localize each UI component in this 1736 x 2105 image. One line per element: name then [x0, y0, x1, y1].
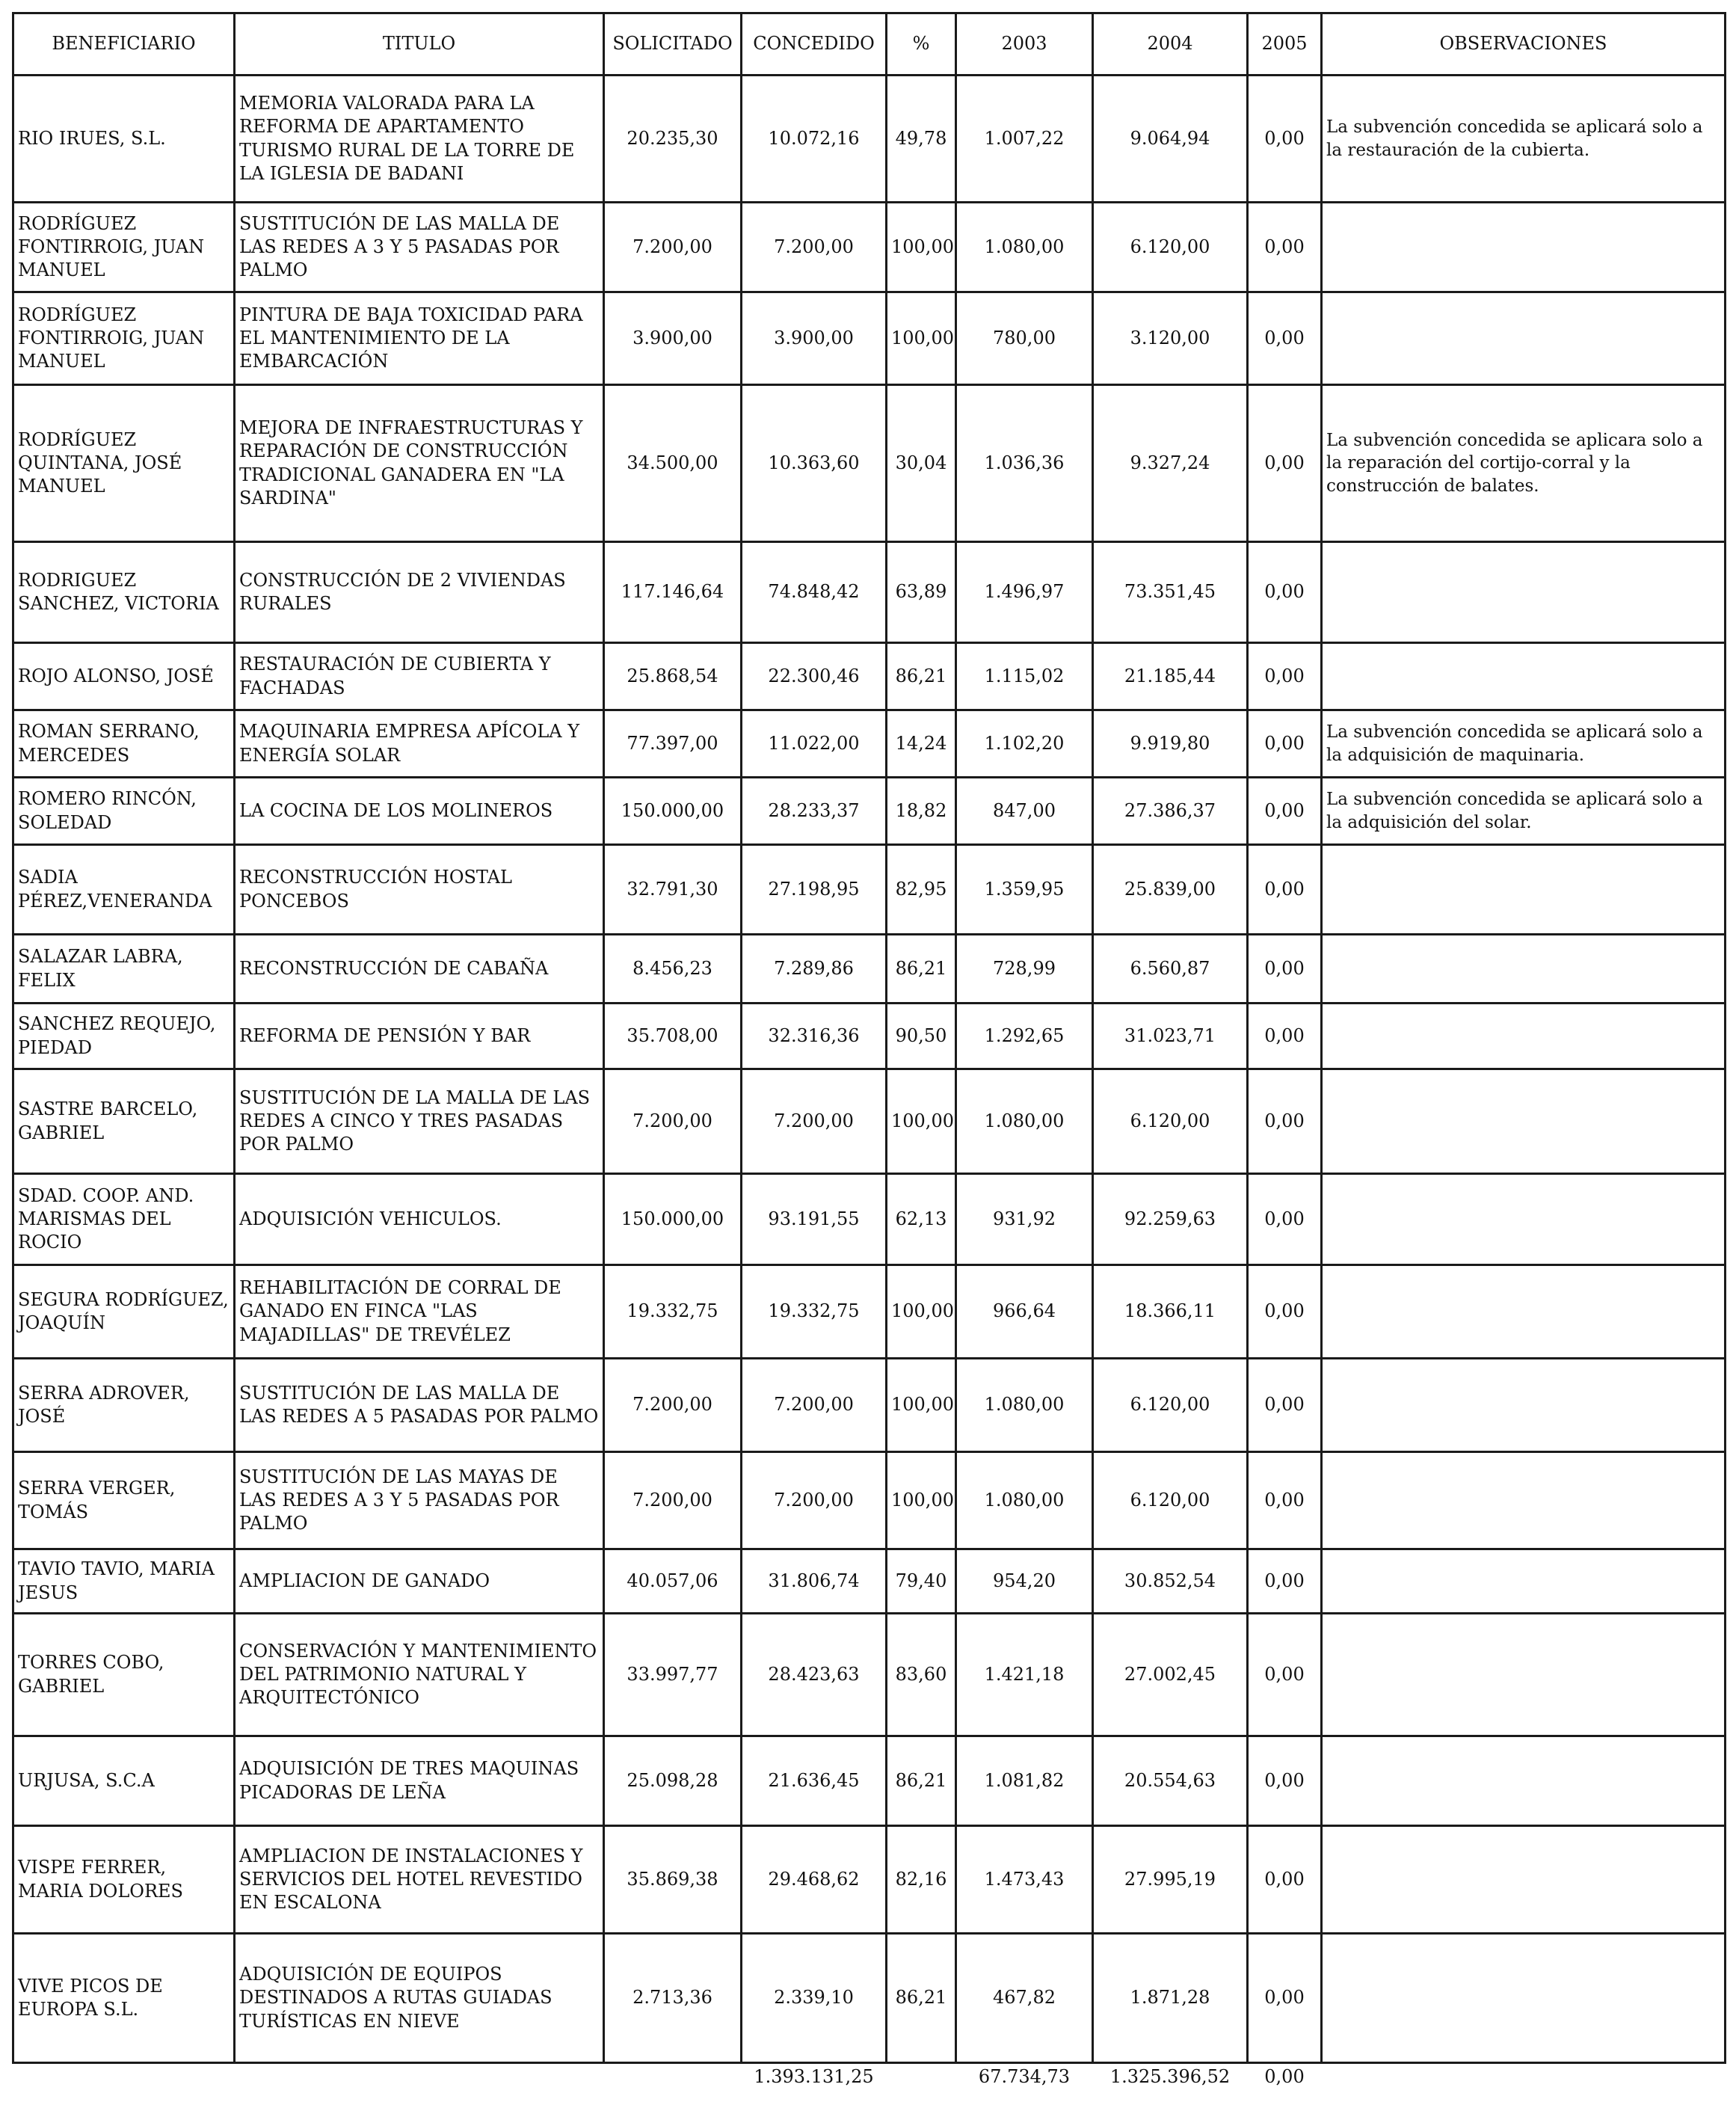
- cell-2005: 0,00: [1248, 1934, 1322, 2063]
- table-row: [13, 643, 1726, 710]
- cell-2003: 1.007,22: [956, 76, 1093, 203]
- cell-2005: 0,00: [1248, 1549, 1322, 1614]
- cell-2005: 0,00: [1248, 76, 1322, 203]
- cell-2003: 1.080,00: [956, 1359, 1093, 1452]
- table-row: [13, 292, 1726, 385]
- table-row: [13, 1549, 1726, 1614]
- cell-2005: 0,00: [1248, 1359, 1322, 1452]
- cell-2004: 3.120,00: [1093, 292, 1248, 385]
- cell-concedido: 10.363,60: [742, 385, 887, 542]
- cell-observaciones: [1322, 1004, 1726, 1069]
- cell-observaciones: [1322, 1549, 1726, 1614]
- cell-2004: 25.839,00: [1093, 845, 1248, 935]
- cell-2003: 1.081,82: [956, 1736, 1093, 1826]
- cell-solicitado: 33.997,77: [604, 1614, 742, 1736]
- cell-beneficiario: ROMERO RINCÓN, SOLEDAD: [13, 778, 235, 845]
- cell-2005: 0,00: [1248, 1452, 1322, 1549]
- cell-beneficiario: RIO IRUES, S.L.: [13, 76, 235, 203]
- cell-concedido: 11.022,00: [742, 710, 887, 778]
- cell-observaciones: [1322, 1736, 1726, 1826]
- cell-2004: 6.120,00: [1093, 1359, 1248, 1452]
- cell-2003: 1.359,95: [956, 845, 1093, 935]
- cell-2005: 0,00: [1248, 778, 1322, 845]
- table-row: [13, 203, 1726, 292]
- cell-2004: 1.871,28: [1093, 1934, 1248, 2063]
- total-2003: 67.734,73: [956, 2063, 1093, 2105]
- table-row: [13, 710, 1726, 778]
- header-2003: 2003: [956, 13, 1093, 76]
- table-row: [13, 1826, 1726, 1934]
- cell-2004: 30.852,54: [1093, 1549, 1248, 1614]
- cell-2005: 0,00: [1248, 1826, 1322, 1934]
- table-row: [13, 1736, 1726, 1826]
- table-row: [13, 1004, 1726, 1069]
- cell-beneficiario: SANCHEZ REQUEJO, PIEDAD: [13, 1004, 235, 1069]
- cell-2003: 966,64: [956, 1265, 1093, 1359]
- cell-pct: 49,78: [887, 76, 956, 203]
- cell-beneficiario: TORRES COBO, GABRIEL: [13, 1614, 235, 1736]
- cell-2005: 0,00: [1248, 935, 1322, 1004]
- cell-titulo: CONSERVACIÓN Y MANTENIMIENTO DEL PATRIMONIO NATURAL Y ARQUITECTÓNICO: [235, 1614, 604, 1736]
- table-row: [13, 542, 1726, 643]
- total-2004: 1.325.396,52: [1093, 2063, 1248, 2105]
- cell-concedido: 27.198,95: [742, 845, 887, 935]
- cell-concedido: 32.316,36: [742, 1004, 887, 1069]
- cell-solicitado: 35.708,00: [604, 1004, 742, 1069]
- cell-beneficiario: SERRA VERGER, TOMÁS: [13, 1452, 235, 1549]
- cell-solicitado: 25.098,28: [604, 1736, 742, 1826]
- cell-concedido: 22.300,46: [742, 643, 887, 710]
- cell-titulo: ADQUISICIÓN VEHICULOS.: [235, 1174, 604, 1265]
- table-row: [13, 1265, 1726, 1359]
- table-row: [13, 845, 1726, 935]
- cell-concedido: 7.200,00: [742, 1452, 887, 1549]
- cell-pct: 100,00: [887, 1265, 956, 1359]
- header-beneficiario: BENEFICIARIO: [13, 13, 235, 76]
- total-concedido: 1.393.131,25: [742, 2063, 887, 2105]
- cell-2003: 1.080,00: [956, 1069, 1093, 1174]
- cell-beneficiario: SERRA ADROVER, JOSÉ: [13, 1359, 235, 1452]
- cell-concedido: 74.848,42: [742, 542, 887, 643]
- cell-beneficiario: TAVIO TAVIO, MARIA JESUS: [13, 1549, 235, 1614]
- cell-beneficiario: RODRÍGUEZ FONTIRROIG, JUAN MANUEL: [13, 292, 235, 385]
- cell-2003: 931,92: [956, 1174, 1093, 1265]
- cell-titulo: LA COCINA DE LOS MOLINEROS: [235, 778, 604, 845]
- cell-2005: 0,00: [1248, 710, 1322, 778]
- cell-2004: 27.995,19: [1093, 1826, 1248, 1934]
- cell-2004: 73.351,45: [1093, 542, 1248, 643]
- cell-observaciones: [1322, 542, 1726, 643]
- cell-titulo: CONSTRUCCIÓN DE 2 VIVIENDAS RURALES: [235, 542, 604, 643]
- cell-2003: 728,99: [956, 935, 1093, 1004]
- cell-concedido: 31.806,74: [742, 1549, 887, 1614]
- cell-concedido: 3.900,00: [742, 292, 887, 385]
- cell-titulo: RECONSTRUCCIÓN DE CABAÑA: [235, 935, 604, 1004]
- totals-empty-cell: [13, 2063, 235, 2105]
- cell-2005: 0,00: [1248, 1004, 1322, 1069]
- cell-titulo: SUSTITUCIÓN DE LA MALLA DE LAS REDES A CINCO Y TRES PASADAS POR PALMO: [235, 1069, 604, 1174]
- header-titulo: TITULO: [235, 13, 604, 76]
- cell-titulo: MAQUINARIA EMPRESA APÍCOLA Y ENERGÍA SOLAR: [235, 710, 604, 778]
- cell-2003: 954,20: [956, 1549, 1093, 1614]
- cell-solicitado: 34.500,00: [604, 385, 742, 542]
- cell-pct: 62,13: [887, 1174, 956, 1265]
- cell-beneficiario: SALAZAR LABRA, FELIX: [13, 935, 235, 1004]
- cell-concedido: 21.636,45: [742, 1736, 887, 1826]
- cell-2003: 1.080,00: [956, 1452, 1093, 1549]
- cell-titulo: SUSTITUCIÓN DE LAS MALLA DE LAS REDES A 3 Y 5 PASADAS POR PALMO: [235, 203, 604, 292]
- cell-titulo: RESTAURACIÓN DE CUBIERTA Y FACHADAS: [235, 643, 604, 710]
- cell-beneficiario: ROJO ALONSO, JOSÉ: [13, 643, 235, 710]
- cell-concedido: 10.072,16: [742, 76, 887, 203]
- cell-observaciones: [1322, 203, 1726, 292]
- cell-concedido: 28.423,63: [742, 1614, 887, 1736]
- cell-titulo: RECONSTRUCCIÓN HOSTAL PONCEBOS: [235, 845, 604, 935]
- cell-beneficiario: VIVE PICOS DE EUROPA S.L.: [13, 1934, 235, 2063]
- cell-2004: 21.185,44: [1093, 643, 1248, 710]
- cell-pct: 86,21: [887, 643, 956, 710]
- header-row: [13, 13, 1726, 76]
- cell-2005: 0,00: [1248, 643, 1322, 710]
- cell-solicitado: 25.868,54: [604, 643, 742, 710]
- cell-2005: 0,00: [1248, 1614, 1322, 1736]
- cell-2003: 1.115,02: [956, 643, 1093, 710]
- cell-titulo: ADQUISICIÓN DE TRES MAQUINAS PICADORAS DE LEÑA: [235, 1736, 604, 1826]
- table-row: [13, 1614, 1726, 1736]
- cell-pct: 100,00: [887, 292, 956, 385]
- cell-observaciones: [1322, 643, 1726, 710]
- cell-2005: 0,00: [1248, 203, 1322, 292]
- table-row: [13, 1452, 1726, 1549]
- cell-solicitado: 40.057,06: [604, 1549, 742, 1614]
- cell-2005: 0,00: [1248, 1265, 1322, 1359]
- header-2004: 2004: [1093, 13, 1248, 76]
- cell-titulo: AMPLIACION DE GANADO: [235, 1549, 604, 1614]
- cell-observaciones: [1322, 1826, 1726, 1934]
- cell-2004: 9.919,80: [1093, 710, 1248, 778]
- cell-concedido: 2.339,10: [742, 1934, 887, 2063]
- cell-2003: 780,00: [956, 292, 1093, 385]
- cell-observaciones: [1322, 1174, 1726, 1265]
- cell-2005: 0,00: [1248, 542, 1322, 643]
- cell-2004: 9.327,24: [1093, 385, 1248, 542]
- cell-beneficiario: RODRIGUEZ SANCHEZ, VICTORIA: [13, 542, 235, 643]
- totals-empty-cell: [604, 2063, 742, 2105]
- cell-pct: 82,16: [887, 1826, 956, 1934]
- cell-pct: 82,95: [887, 845, 956, 935]
- cell-2003: 1.421,18: [956, 1614, 1093, 1736]
- cell-titulo: REFORMA DE PENSIÓN Y BAR: [235, 1004, 604, 1069]
- cell-solicitado: 35.869,38: [604, 1826, 742, 1934]
- cell-beneficiario: SDAD. COOP. AND. MARISMAS DEL ROCIO: [13, 1174, 235, 1265]
- cell-pct: 100,00: [887, 1359, 956, 1452]
- cell-titulo: MEMORIA VALORADA PARA LA REFORMA DE APARTAMENTO TURISMO RURAL DE LA TORRE DE LA IGLESIA DE BADANI: [235, 76, 604, 203]
- cell-2004: 27.002,45: [1093, 1614, 1248, 1736]
- cell-observaciones: [1322, 1452, 1726, 1549]
- cell-observaciones: [1322, 1265, 1726, 1359]
- cell-solicitado: 7.200,00: [604, 1069, 742, 1174]
- cell-pct: 30,04: [887, 385, 956, 542]
- table-row: [13, 385, 1726, 542]
- cell-2003: 1.496,97: [956, 542, 1093, 643]
- cell-solicitado: 19.332,75: [604, 1265, 742, 1359]
- cell-2004: 92.259,63: [1093, 1174, 1248, 1265]
- cell-2004: 18.366,11: [1093, 1265, 1248, 1359]
- cell-titulo: ADQUISICIÓN DE EQUIPOS DESTINADOS A RUTAS GUIADAS TURÍSTICAS EN NIEVE: [235, 1934, 604, 2063]
- cell-2005: 0,00: [1248, 1069, 1322, 1174]
- cell-pct: 90,50: [887, 1004, 956, 1069]
- cell-2005: 0,00: [1248, 385, 1322, 542]
- cell-2003: 1.473,43: [956, 1826, 1093, 1934]
- cell-2003: 847,00: [956, 778, 1093, 845]
- cell-concedido: 28.233,37: [742, 778, 887, 845]
- totals-empty-cell: [887, 2063, 956, 2105]
- cell-pct: 86,21: [887, 1934, 956, 2063]
- cell-pct: 86,21: [887, 1736, 956, 1826]
- table-row: [13, 1934, 1726, 2063]
- cell-2005: 0,00: [1248, 845, 1322, 935]
- cell-observaciones: [1322, 1614, 1726, 1736]
- cell-observaciones: La subvención concedida se aplicará solo a la adquisición de maquinaria.: [1322, 710, 1726, 778]
- cell-observaciones: La subvención concedida se aplicará solo a la adquisición del solar.: [1322, 778, 1726, 845]
- cell-2003: 467,82: [956, 1934, 1093, 2063]
- cell-solicitado: 7.200,00: [604, 1452, 742, 1549]
- cell-solicitado: 2.713,36: [604, 1934, 742, 2063]
- cell-solicitado: 150.000,00: [604, 1174, 742, 1265]
- header-observaciones: OBSERVACIONES: [1322, 13, 1726, 76]
- totals-empty-cell: [1322, 2063, 1726, 2105]
- cell-solicitado: 150.000,00: [604, 778, 742, 845]
- cell-2005: 0,00: [1248, 1736, 1322, 1826]
- cell-2004: 20.554,63: [1093, 1736, 1248, 1826]
- cell-titulo: SUSTITUCIÓN DE LAS MAYAS DE LAS REDES A 3 Y 5 PASADAS POR PALMO: [235, 1452, 604, 1549]
- totals-empty-cell: [235, 2063, 604, 2105]
- cell-beneficiario: SEGURA RODRÍGUEZ, JOAQUÍN: [13, 1265, 235, 1359]
- cell-2005: 0,00: [1248, 292, 1322, 385]
- cell-pct: 18,82: [887, 778, 956, 845]
- cell-beneficiario: VISPE FERRER, MARIA DOLORES: [13, 1826, 235, 1934]
- cell-observaciones: [1322, 292, 1726, 385]
- table-body: [13, 76, 1726, 2105]
- cell-pct: 100,00: [887, 203, 956, 292]
- cell-2004: 31.023,71: [1093, 1004, 1248, 1069]
- cell-solicitado: 8.456,23: [604, 935, 742, 1004]
- cell-observaciones: [1322, 1069, 1726, 1174]
- cell-pct: 63,89: [887, 542, 956, 643]
- cell-2003: 1.102,20: [956, 710, 1093, 778]
- cell-concedido: 7.200,00: [742, 1359, 887, 1452]
- cell-2004: 6.120,00: [1093, 1069, 1248, 1174]
- table-row: [13, 1359, 1726, 1452]
- cell-concedido: 7.289,86: [742, 935, 887, 1004]
- cell-observaciones: La subvención concedida se aplicara solo a la reparación del cortijo-corral y la construcción de balates.: [1322, 385, 1726, 542]
- cell-2004: 27.386,37: [1093, 778, 1248, 845]
- cell-concedido: 7.200,00: [742, 1069, 887, 1174]
- cell-solicitado: 3.900,00: [604, 292, 742, 385]
- table-row: [13, 935, 1726, 1004]
- subsidies-table: [12, 12, 1726, 2105]
- cell-2005: 0,00: [1248, 1174, 1322, 1265]
- cell-2004: 9.064,94: [1093, 76, 1248, 203]
- cell-solicitado: 77.397,00: [604, 710, 742, 778]
- cell-observaciones: [1322, 1934, 1726, 2063]
- cell-beneficiario: SADIA PÉREZ,VENERANDA: [13, 845, 235, 935]
- cell-solicitado: 32.791,30: [604, 845, 742, 935]
- cell-beneficiario: URJUSA, S.C.A: [13, 1736, 235, 1826]
- cell-concedido: 7.200,00: [742, 203, 887, 292]
- cell-concedido: 93.191,55: [742, 1174, 887, 1265]
- cell-solicitado: 117.146,64: [604, 542, 742, 643]
- cell-observaciones: [1322, 935, 1726, 1004]
- cell-solicitado: 7.200,00: [604, 1359, 742, 1452]
- cell-pct: 14,24: [887, 710, 956, 778]
- table-row: [13, 1174, 1726, 1265]
- cell-solicitado: 20.235,30: [604, 76, 742, 203]
- cell-pct: 100,00: [887, 1452, 956, 1549]
- cell-2003: 1.292,65: [956, 1004, 1093, 1069]
- totals-row: [13, 2063, 1726, 2105]
- cell-titulo: AMPLIACION DE INSTALACIONES Y SERVICIOS DEL HOTEL REVESTIDO EN ESCALONA: [235, 1826, 604, 1934]
- cell-2003: 1.036,36: [956, 385, 1093, 542]
- cell-concedido: 19.332,75: [742, 1265, 887, 1359]
- header-2005: 2005: [1248, 13, 1322, 76]
- header-concedido: CONCEDIDO: [742, 13, 887, 76]
- cell-beneficiario: SASTRE BARCELO, GABRIEL: [13, 1069, 235, 1174]
- cell-titulo: MEJORA DE INFRAESTRUCTURAS Y REPARACIÓN DE CONSTRUCCIÓN TRADICIONAL GANADERA EN "LA SARDINA": [235, 385, 604, 542]
- cell-titulo: SUSTITUCIÓN DE LAS MALLA DE LAS REDES A 5 PASADAS POR PALMO: [235, 1359, 604, 1452]
- cell-titulo: REHABILITACIÓN DE CORRAL DE GANADO EN FINCA "LAS MAJADILLAS" DE TREVÉLEZ: [235, 1265, 604, 1359]
- header-pct: %: [887, 13, 956, 76]
- cell-solicitado: 7.200,00: [604, 203, 742, 292]
- cell-observaciones: [1322, 845, 1726, 935]
- cell-observaciones: [1322, 1359, 1726, 1452]
- cell-titulo: PINTURA DE BAJA TOXICIDAD PARA EL MANTENIMIENTO DE LA EMBARCACIÓN: [235, 292, 604, 385]
- cell-beneficiario: RODRÍGUEZ FONTIRROIG, JUAN MANUEL: [13, 203, 235, 292]
- table-row: [13, 1069, 1726, 1174]
- cell-pct: 83,60: [887, 1614, 956, 1736]
- table-row: [13, 778, 1726, 845]
- table-row: [13, 76, 1726, 203]
- total-2005: 0,00: [1248, 2063, 1322, 2105]
- cell-beneficiario: RODRÍGUEZ QUINTANA, JOSÉ MANUEL: [13, 385, 235, 542]
- cell-2003: 1.080,00: [956, 203, 1093, 292]
- cell-pct: 79,40: [887, 1549, 956, 1614]
- cell-concedido: 29.468,62: [742, 1826, 887, 1934]
- cell-observaciones: La subvención concedida se aplicará solo a la restauración de la cubierta.: [1322, 76, 1726, 203]
- cell-2004: 6.560,87: [1093, 935, 1248, 1004]
- cell-pct: 100,00: [887, 1069, 956, 1174]
- cell-beneficiario: ROMAN SERRANO, MERCEDES: [13, 710, 235, 778]
- header-solicitado: SOLICITADO: [604, 13, 742, 76]
- cell-2004: 6.120,00: [1093, 203, 1248, 292]
- cell-pct: 86,21: [887, 935, 956, 1004]
- cell-2004: 6.120,00: [1093, 1452, 1248, 1549]
